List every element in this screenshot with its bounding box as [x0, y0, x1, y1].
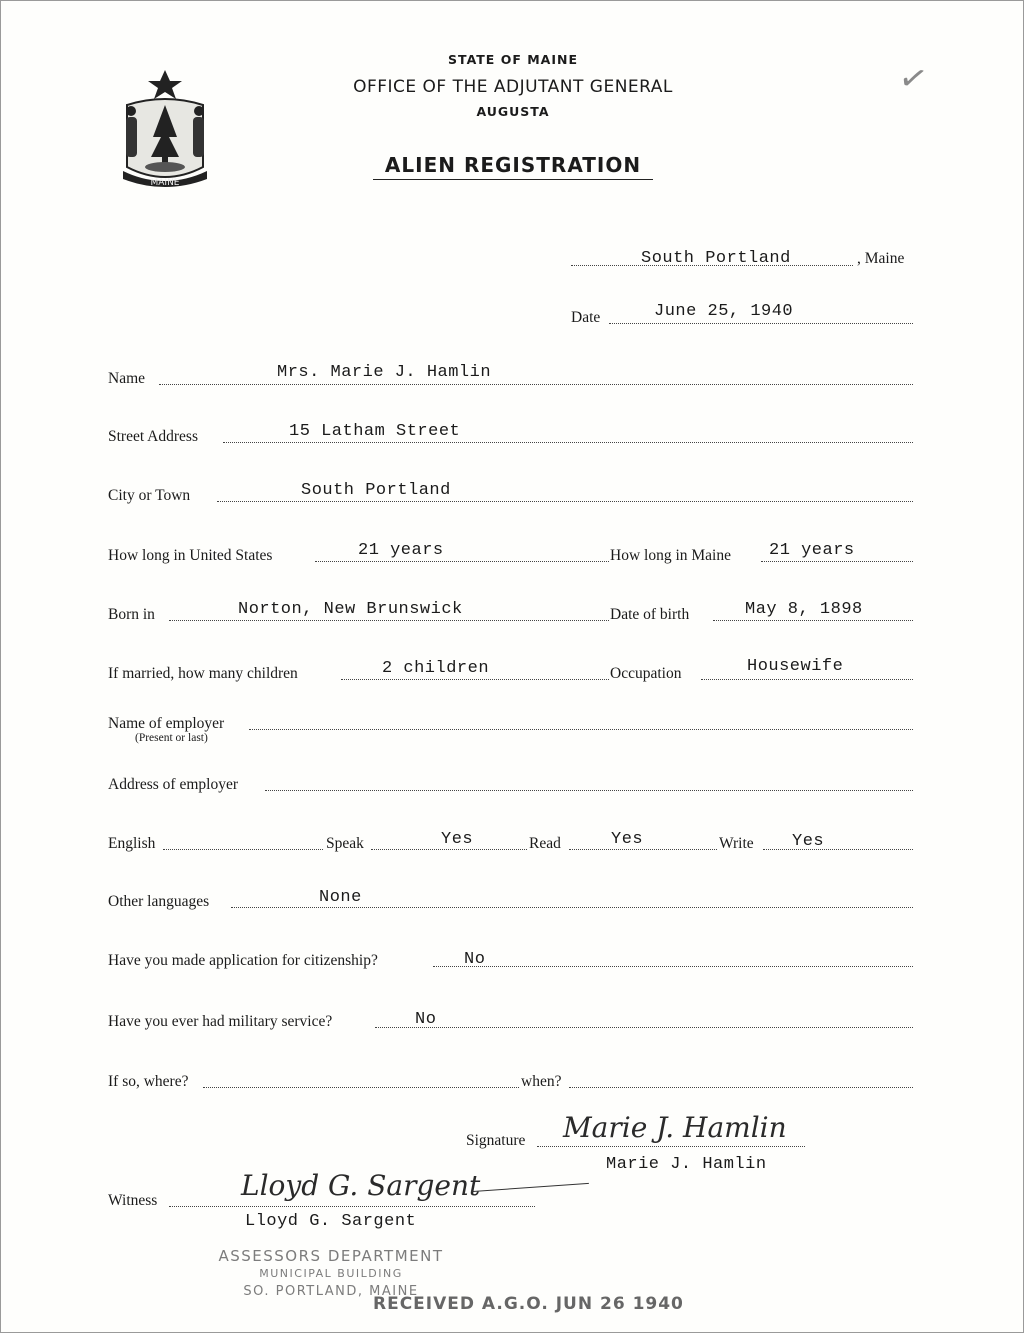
signature-line — [537, 1146, 805, 1147]
witness-line — [169, 1206, 535, 1207]
write-line — [763, 849, 913, 850]
stamp-department: ASSESSORS DEPARTMENT — [218, 1247, 444, 1265]
stamp-city: SO. PORTLAND, MAINE — [243, 1284, 419, 1299]
place-value: South Portland — [641, 249, 791, 268]
dob-label: Date of birth — [610, 606, 690, 623]
form-title: ALIEN REGISTRATION — [384, 153, 642, 177]
military-line — [375, 1027, 913, 1028]
write-value: Yes — [792, 832, 825, 851]
employer-name-line — [249, 729, 913, 730]
witness-flourish — [471, 1183, 589, 1192]
check-mark: ✓ — [895, 56, 932, 102]
name-label: Name — [108, 370, 146, 387]
occupation-value: Housewife — [747, 657, 844, 676]
other-languages-label: Other languages — [108, 893, 210, 910]
date-line — [609, 323, 913, 324]
born-label: Born in — [108, 606, 155, 623]
us-duration-line — [315, 561, 609, 562]
us-duration-label: How long in United States — [108, 547, 273, 564]
english-label: English — [108, 835, 156, 852]
speak-line — [371, 849, 527, 850]
signature-typed: Marie J. Hamlin — [606, 1155, 767, 1174]
occupation-label: Occupation — [610, 665, 682, 682]
write-label: Write — [719, 835, 754, 852]
us-duration-value: 21 years — [358, 541, 444, 560]
header-city: AUGUSTA — [476, 104, 550, 119]
street-line — [223, 442, 913, 443]
employer-name-sublabel: (Present or last) — [135, 732, 208, 744]
read-line — [569, 849, 717, 850]
read-value: Yes — [611, 830, 644, 849]
read-label: Read — [529, 835, 561, 852]
citizenship-line — [433, 966, 913, 967]
other-languages-line — [231, 907, 913, 908]
employer-address-line — [265, 790, 913, 791]
other-languages-value: None — [319, 888, 362, 907]
signature-label: Signature — [466, 1132, 526, 1149]
speak-label: Speak — [326, 835, 364, 852]
dob-value: May 8, 1898 — [745, 600, 863, 619]
city-value: South Portland — [301, 481, 451, 500]
when-line — [569, 1087, 913, 1088]
children-value: 2 children — [382, 659, 490, 678]
received-stamp: RECEIVED A.G.O. JUN 26 1940 — [373, 1294, 684, 1314]
street-value: 15 Latham Street — [289, 422, 461, 441]
street-label: Street Address — [108, 428, 198, 445]
born-value: Norton, New Brunswick — [238, 600, 463, 619]
dob-line — [713, 620, 913, 621]
employer-address-label: Address of employer — [108, 776, 238, 793]
military-value: No — [415, 1010, 437, 1029]
name-value: Mrs. Marie J. Hamlin — [277, 363, 492, 382]
title-underline — [373, 179, 653, 180]
witness-label: Witness — [108, 1192, 158, 1209]
children-label: If married, how many children — [108, 665, 298, 682]
when-label: when? — [521, 1073, 562, 1090]
employer-name-label: Name of employer — [108, 715, 225, 732]
city-line — [217, 501, 913, 502]
name-line — [159, 384, 913, 385]
date-value: June 25, 1940 — [654, 302, 794, 321]
date-label: Date — [571, 309, 601, 326]
signature-script: Marie J. Hamlin — [563, 1111, 787, 1144]
citizenship-label: Have you made application for citizenship? — [108, 952, 378, 969]
where-label: If so, where? — [108, 1073, 189, 1090]
maine-duration-label: How long in Maine — [610, 547, 731, 564]
header-office: OFFICE OF THE ADJUTANT GENERAL — [353, 77, 673, 97]
header-state: STATE OF MAINE — [448, 52, 578, 67]
children-line — [341, 679, 609, 680]
english-line — [163, 849, 323, 850]
witness-script: Lloyd G. Sargent — [241, 1169, 481, 1202]
place-suffix: , Maine — [857, 250, 905, 267]
seal-banner-text: MAINE — [150, 178, 180, 188]
where-line — [203, 1087, 519, 1088]
city-label: City or Town — [108, 487, 191, 504]
maine-duration-line — [761, 561, 913, 562]
speak-value: Yes — [441, 830, 474, 849]
stamp-building: MUNICIPAL BUILDING — [259, 1267, 403, 1280]
maine-duration-value: 21 years — [769, 541, 855, 560]
military-label: Have you ever had military service? — [108, 1013, 333, 1030]
occupation-line — [701, 679, 913, 680]
witness-typed: Lloyd G. Sargent — [245, 1212, 417, 1231]
born-line — [169, 620, 609, 621]
state-seal — [113, 67, 217, 196]
citizenship-value: No — [464, 950, 486, 969]
